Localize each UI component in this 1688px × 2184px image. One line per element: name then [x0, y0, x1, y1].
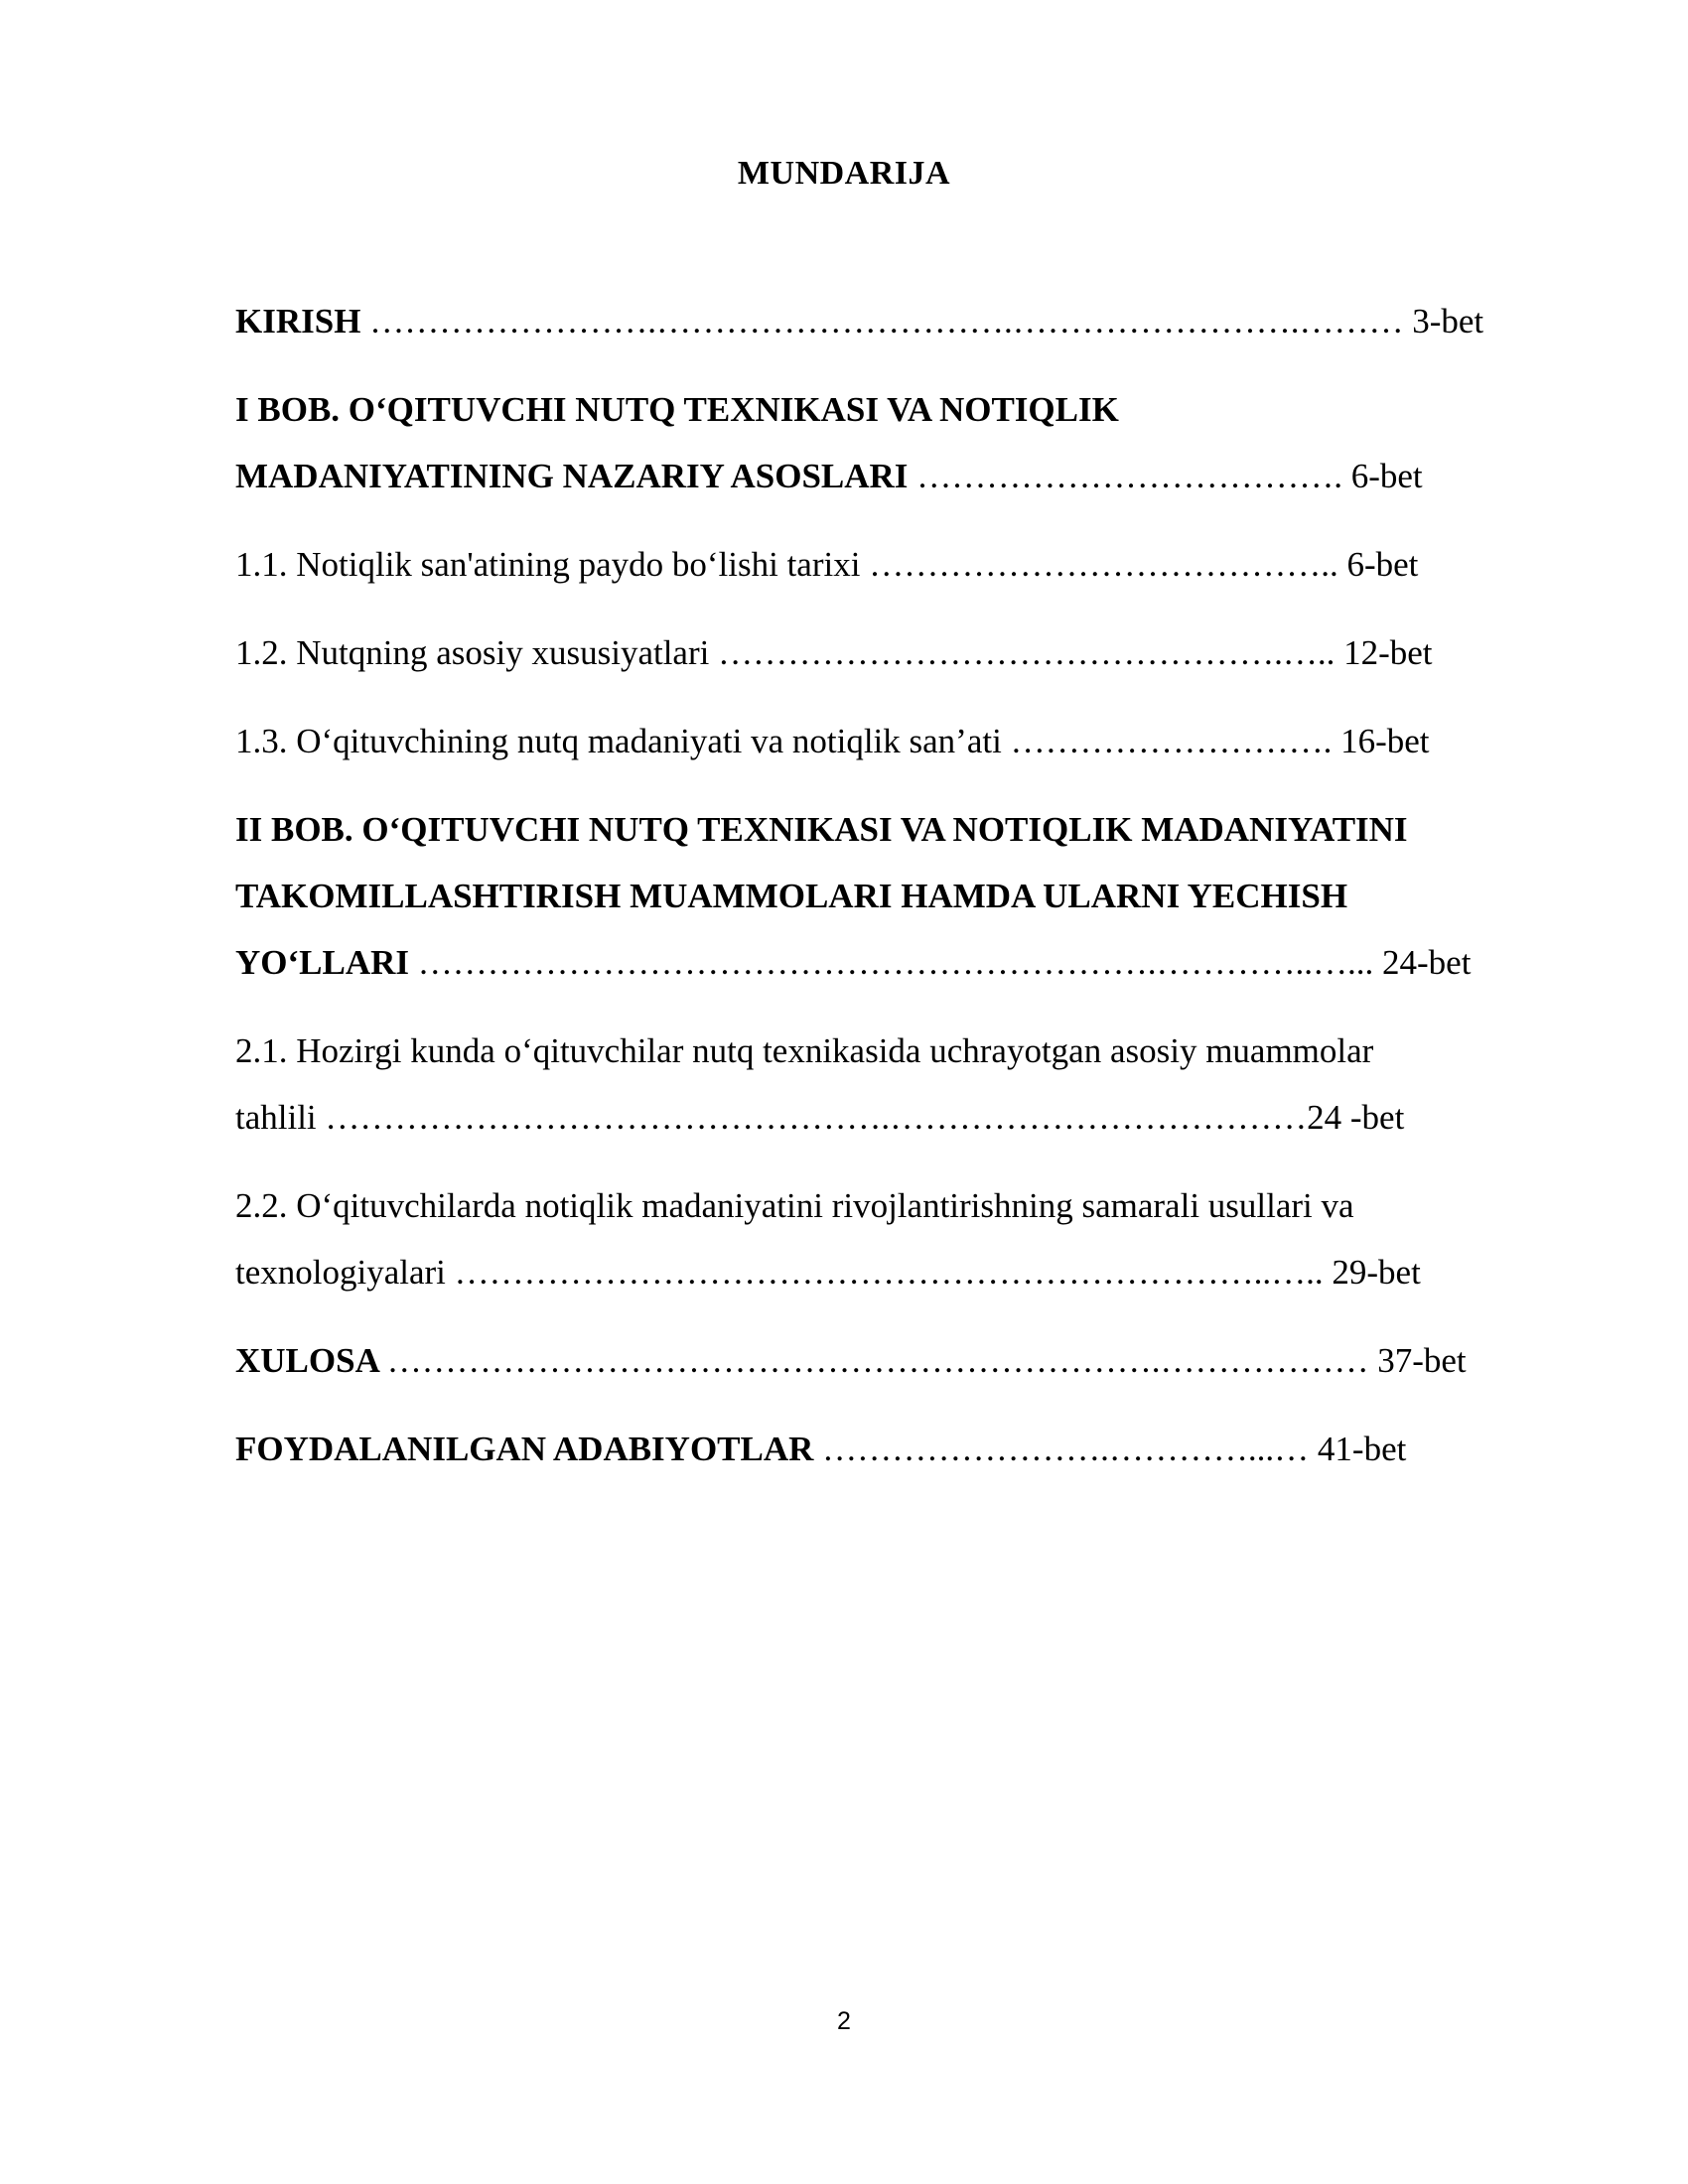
toc-line [235, 1416, 1566, 1482]
dot-leader: ……………………………………………………….…………..…... [417, 943, 1374, 982]
dot-leader: ………………………………….. [869, 545, 1338, 584]
toc-page-number: 6-bet [1350, 457, 1423, 495]
toc-entry-chapter-2 [235, 796, 1566, 996]
toc-entry-section-1-1 [235, 531, 1566, 598]
toc-page-number: 12-bet [1343, 633, 1433, 672]
toc-line [235, 376, 1566, 443]
toc-entry-title: XULOSA [235, 1341, 378, 1380]
page-number: 2 [837, 2007, 851, 2035]
toc-line [235, 796, 1566, 863]
toc-entry-title: MADANIYATINING NAZARIY ASOSLARI [235, 457, 909, 495]
toc-entry-title: TAKOMILLASHTIRISH MUAMMOLARI HAMDA ULARNI YECHISH [235, 877, 1348, 915]
toc-entry-title: 1.2. Nutqning asosiy xususiyatlari [235, 633, 710, 672]
page-title: MUNDARIJA [737, 155, 951, 192]
toc-entry-title: FOYDALANILGAN ADABIYOTLAR [235, 1430, 814, 1468]
toc-entry-references [235, 1416, 1566, 1482]
toc-page-number: 16-bet [1340, 722, 1430, 760]
dot-leader: ………………………………………….……………………………… [325, 1098, 1308, 1137]
toc-line [235, 1084, 1566, 1151]
toc-page-number: 24 -bet [1307, 1098, 1405, 1137]
toc-entry-chapter-1 [235, 376, 1566, 509]
toc-entry-title: 2.2. O‘qituvchilarda notiqlik madaniyatini rivojlantirishning samarali usullari va [235, 1186, 1354, 1225]
toc-page-number: 3-bet [1412, 302, 1484, 341]
dot-leader: ………………………. [1010, 722, 1333, 760]
toc-line [235, 288, 1566, 354]
table-of-contents [235, 288, 1566, 1482]
toc-line [235, 1327, 1566, 1394]
toc-page-number: 24-bet [1382, 943, 1472, 982]
toc-page-number: 37-bet [1377, 1341, 1467, 1380]
toc-line [235, 1239, 1566, 1305]
toc-entry-title: 1.3. O‘qituvchining nutq madaniyati va notiqlik san’ati [235, 722, 1002, 760]
dot-leader: ……………………………………………………………..….. [454, 1253, 1324, 1292]
toc-line [235, 443, 1566, 509]
toc-entry-section-2-1 [235, 1018, 1566, 1151]
dot-leader: ………………………………. [916, 457, 1342, 495]
dot-leader: ………………………………………………………….……………… [386, 1341, 1369, 1380]
toc-entry-section-1-3 [235, 708, 1566, 774]
toc-entry-title: YO‘LLARI [235, 943, 410, 982]
toc-line [235, 1172, 1566, 1239]
toc-entry-section-2-2 [235, 1172, 1566, 1305]
toc-entry-title: I BOB. O‘QITUVCHI NUTQ TEXNIKASI VA NOTIQLIK [235, 390, 1119, 429]
toc-line [235, 708, 1566, 774]
dot-leader: …………………….…………...… [822, 1430, 1310, 1468]
toc-entry-kirish [235, 288, 1566, 354]
toc-entry-title: tahlili [235, 1098, 317, 1137]
toc-line [235, 1018, 1566, 1084]
toc-line [235, 619, 1566, 686]
toc-entry-section-1-2 [235, 619, 1566, 686]
toc-entry-title: II BOB. O‘QITUVCHI NUTQ TEXNIKASI VA NOTIQLIK MADANIYATINI [235, 810, 1408, 849]
toc-entry-title: 2.1. Hozirgi kunda o‘qituvchilar nutq texnikasida uchrayotgan asosiy muammolar [235, 1031, 1374, 1070]
toc-entry-title: KIRISH [235, 302, 361, 341]
toc-line [235, 863, 1566, 929]
toc-page-number: 29-bet [1332, 1253, 1421, 1292]
toc-entry-title: 1.1. Notiqlik san'atining paydo bo‘lishi tarixi [235, 545, 861, 584]
toc-page-number: 41-bet [1317, 1430, 1407, 1468]
toc-entry-xulosa [235, 1327, 1566, 1394]
toc-entry-title: texnologiyalari [235, 1253, 446, 1292]
toc-page-number: 6-bet [1346, 545, 1419, 584]
dot-leader: ………………………………………….….. [718, 633, 1336, 672]
toc-line [235, 531, 1566, 598]
dot-leader: …………………….………………………….…………………….……… [369, 302, 1404, 341]
toc-line [235, 929, 1566, 996]
